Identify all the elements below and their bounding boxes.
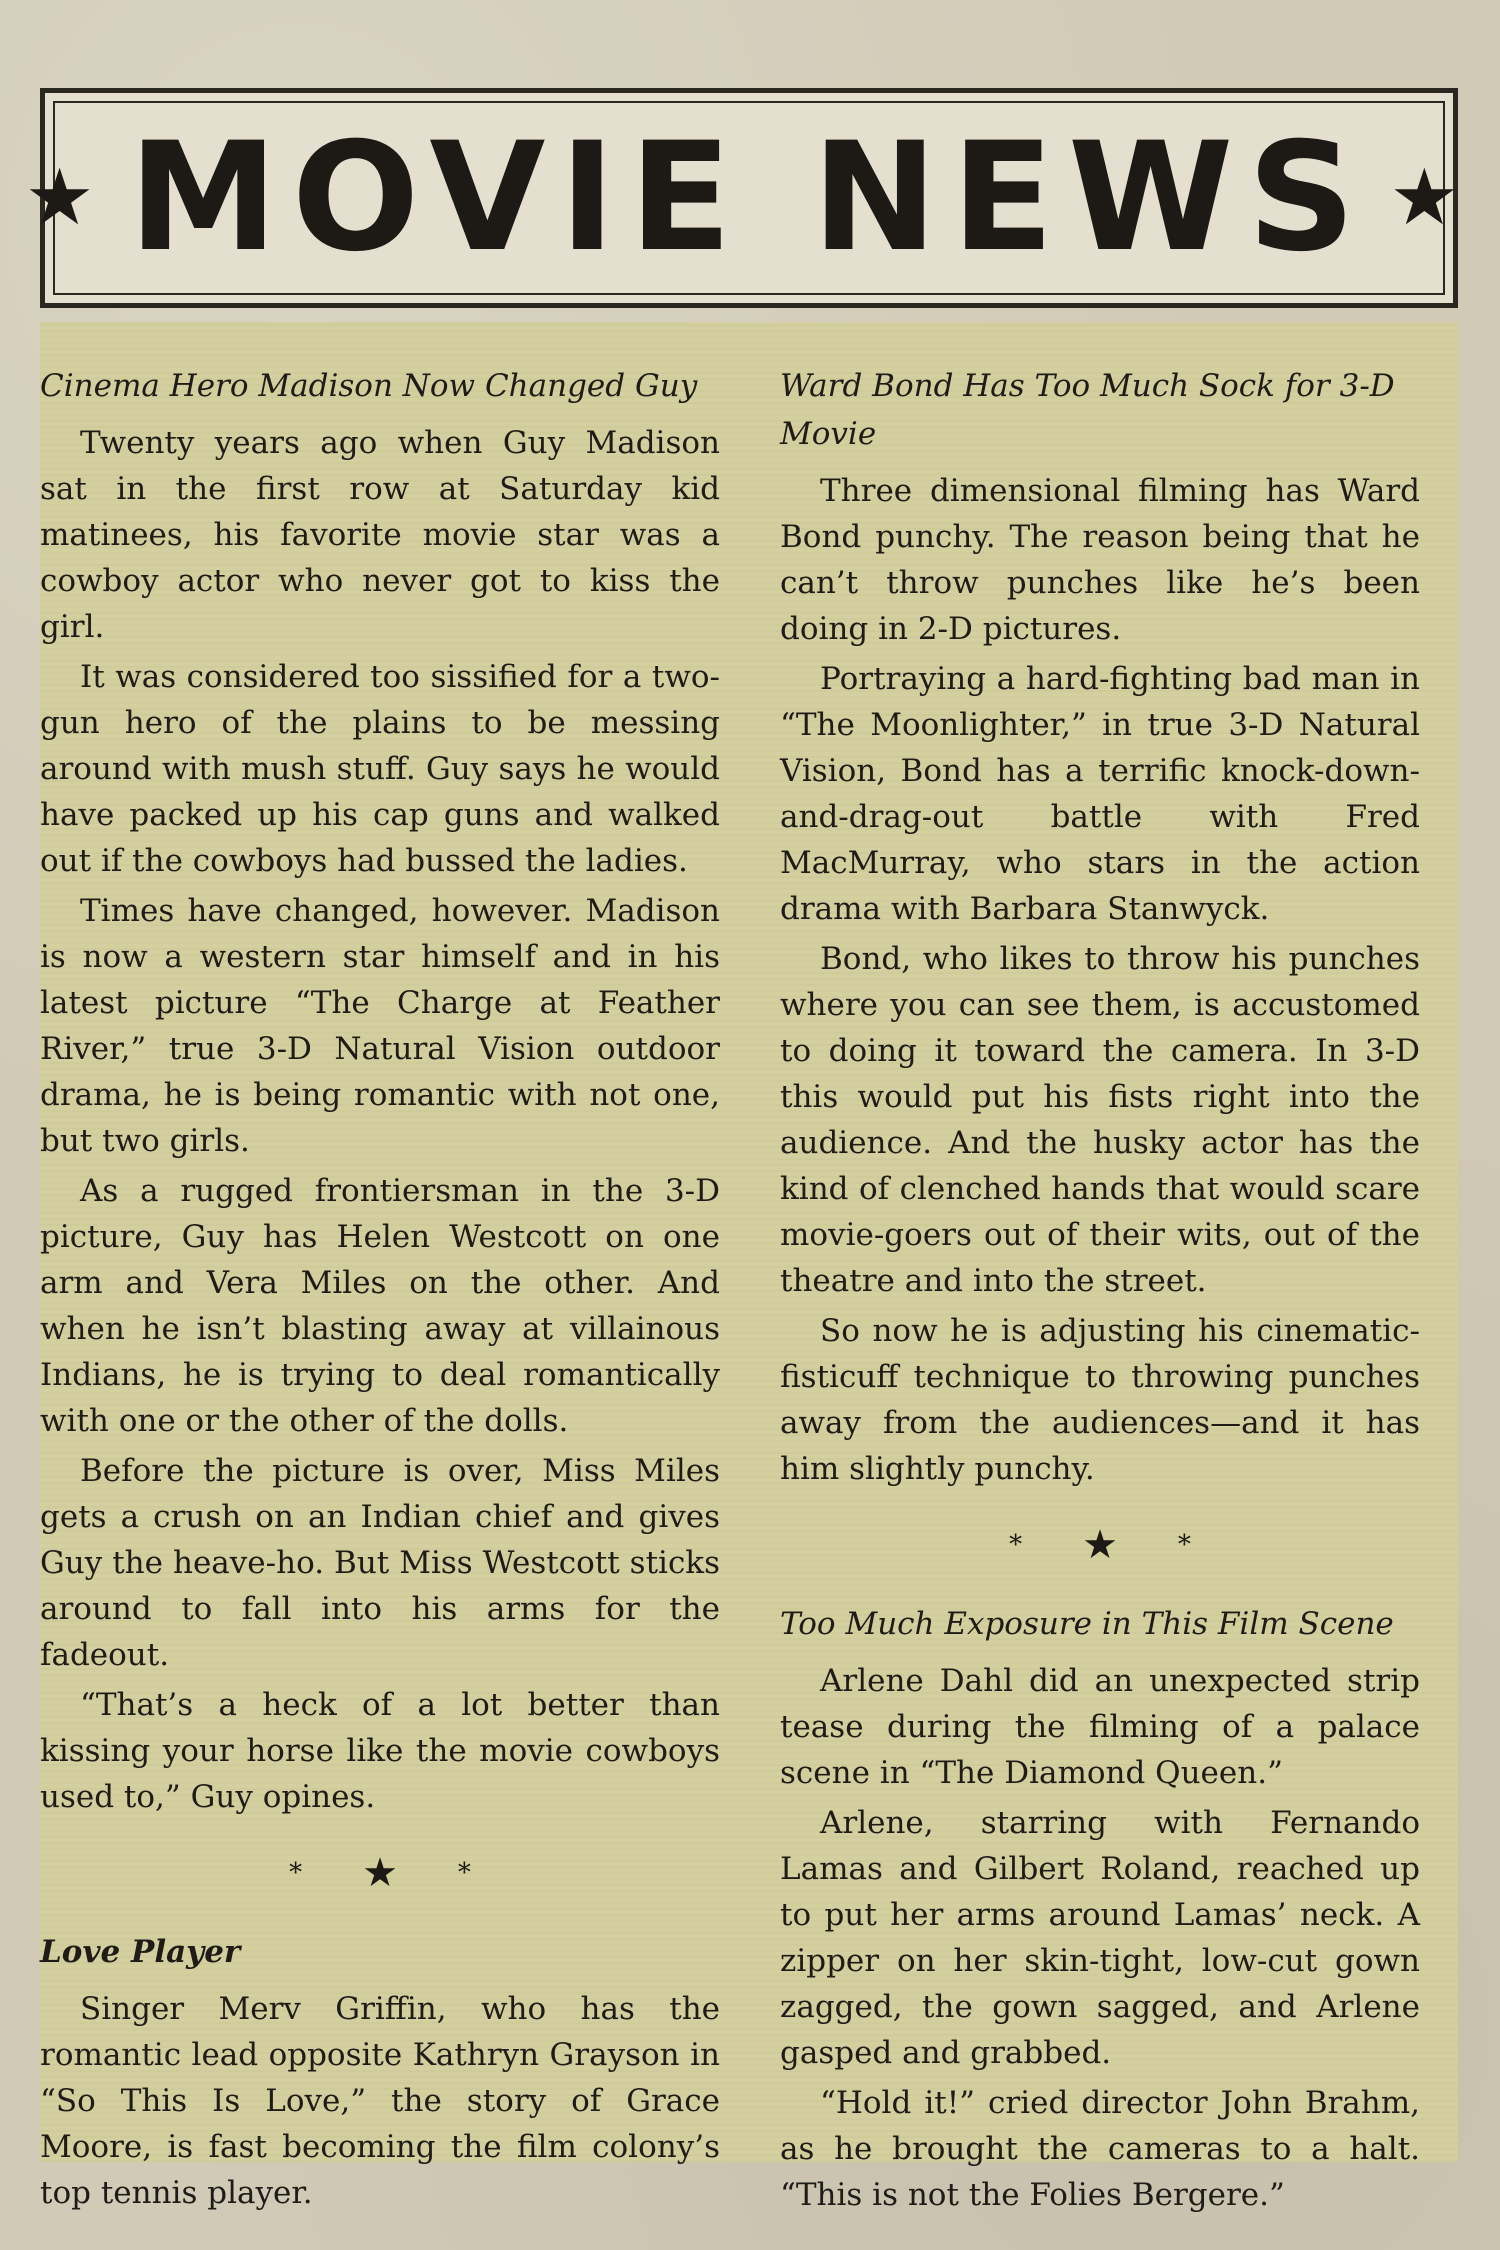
small-star-icon: * [289,1858,303,1888]
article-paragraph: Before the picture is over, Miss Miles gets a crush on an Indian chief and gives Guy the heave-ho. But Miss Westcott sticks around to fall into his arms for the fadeout. [40,1453,720,1673]
article-paragraph: Singer Merv Griffin, who has the romantic lead opposite Kathryn Grayson in “So This Is Love,” the story of Grace Moore, is fast becoming the film colony’s top tennis player. [40,1991,720,2211]
big-star-icon: ★ [362,1850,398,1896]
article-paragraph: Three dimensional filming has Ward Bond punchy. The reason being that he can’t throw punches like he’s been doing in 2-D pictures. [780,473,1420,647]
masthead-frame [24,101,1474,295]
small-star-icon: * [1009,1530,1023,1560]
masthead [24,88,1474,308]
article-paragraph: Twenty years ago when Guy Madison sat in the first row at Saturday kid matinees, his favorite movie star was a cowboy actor who never got to kiss the girl. [40,425,720,645]
article-headline: Ward Bond Has Too Much Sock for 3-D Movie [780,368,1395,452]
article-ward-bond [780,362,1420,1492]
article-madison [40,362,720,1820]
article-paragraph: Times have changed, however. Madison is now a western star himself and in his latest picture “The Charge at Feather River,” true 3-D Natural Vision outdoor drama, he is being romantic with not one, but two girls. [40,893,720,1159]
article-paragraph: Bond, who likes to throw his punches where you can see them, is accustomed to doing it toward the camera. In 3-D this would put his fists right into the audience. And the husky actor has the kind of clenched hands that would scare movie-goers out of their wits, out of the theatre and into the street. [780,941,1420,1299]
article-paragraph: Arlene, starring with Fernando Lamas and Gilbert Roland, reached up to put her arms around Lamas’ neck. A zipper on her skin-tight, low-cut gown zagged, the gown sagged, and Arlene gasped and grabbed. [780,1805,1420,2071]
article-love-player [40,1928,720,2216]
masthead-title [24,111,1474,285]
article-paragraph: It was considered too sissified for a two-gun hero of the plains to be messing around with mush stuff. Guy says he would have packed up his cap guns and walked out if the cowboys had bussed the ladies. [40,659,720,879]
star-left-icon: ★ [24,153,109,243]
left-column [40,362,720,2220]
article-paragraph: “That’s a heck of a lot better than kissing your horse like the movie cowboys used to,” Guy opines. [40,1687,720,1815]
article-paragraph: As a rugged frontiersman in the 3-D picture, Guy has Helen Westcott on one arm and Vera Miles on the other. And when he isn’t blasting away at villainous Indians, he is trying to deal romantically with one or the other of the dolls. [40,1173,720,1439]
article-panel [40,322,1458,2213]
masthead-title-text: MOVIE NEWS [128,111,1370,285]
right-column [780,362,1420,2222]
small-star-icon: * [457,1858,471,1888]
section-separator [40,1848,720,1898]
article-headline: Love Player [40,1934,241,1970]
article-headline: Cinema Hero Madison Now Changed Guy [40,368,698,404]
star-right-icon: ★ [1389,153,1474,243]
article-headline: Too Much Exposure in This Film Scene [780,1606,1394,1642]
big-star-icon: ★ [1082,1522,1118,1568]
article-paragraph: Portraying a hard-fighting bad man in “The Moonlighter,” in true 3-D Natural Vision, Bond has a terrific knock-down-and-drag-out battle with Fred MacMurray, who stars in the action drama with Barbara Stanwyck. [780,661,1420,927]
article-paragraph: Arlene Dahl did an unexpected strip tease during the filming of a palace scene in “The Diamond Queen.” [780,1663,1420,1791]
article-paragraph: So now he is adjusting his cinematic-fisticuff technique to throwing punches away from the audiences—and it has him slightly punchy. [780,1313,1420,1487]
article-paragraph: “Hold it!” cried director John Brahm, as he brought the cameras to a halt. “This is not the Folies Bergere.” [780,2085,1420,2213]
small-star-icon: * [1177,1530,1191,1560]
article-arlene-dahl [780,1600,1420,2218]
section-separator [780,1520,1420,1570]
